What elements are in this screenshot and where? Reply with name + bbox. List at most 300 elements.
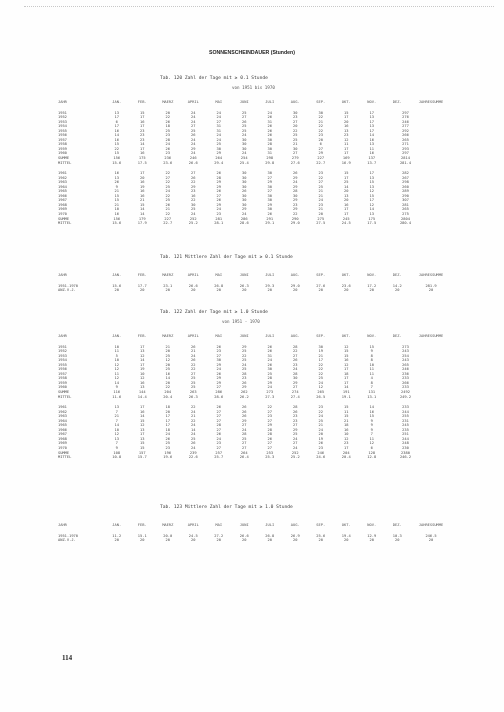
table-cell: 28 bbox=[293, 344, 298, 349]
table-cell: 30 bbox=[242, 193, 247, 198]
table-cell: 30 bbox=[318, 344, 323, 349]
table-cell: MAERZ bbox=[162, 100, 174, 104]
table-cell: 13 bbox=[140, 436, 145, 441]
table-cell: 236 bbox=[402, 371, 409, 376]
table-cell: 24 bbox=[191, 110, 196, 115]
table-cell: 11 bbox=[369, 367, 374, 372]
table-cell: 13 bbox=[140, 349, 145, 354]
table-cell: 26.2 bbox=[239, 394, 249, 399]
table-cell: 30 bbox=[191, 202, 196, 207]
table-cell: 20 bbox=[191, 288, 196, 293]
table-cell: 15 bbox=[140, 202, 145, 207]
table-cell: 11 bbox=[344, 142, 349, 147]
table-cell: 13.1 bbox=[367, 394, 377, 399]
table-cell: 30 bbox=[242, 137, 247, 142]
table-cell: 26 bbox=[318, 441, 323, 446]
table-cell: 19.4 bbox=[341, 533, 351, 538]
table-cell: 27 bbox=[242, 423, 247, 428]
table-cell: 31 bbox=[216, 124, 221, 129]
table-cell: DEZ. bbox=[392, 523, 402, 527]
row-label-cell: ANZ.V.J. bbox=[58, 288, 76, 293]
table-cell: 24 bbox=[191, 423, 196, 428]
table-cell: 297 bbox=[402, 110, 409, 115]
table-cell: 12 bbox=[140, 423, 145, 428]
table-cell: 26 bbox=[242, 405, 247, 410]
table-cell: 24 bbox=[191, 353, 196, 358]
table-cell: 24 bbox=[293, 367, 298, 372]
table-cell: 31 bbox=[216, 128, 221, 133]
table-cell: 246 bbox=[189, 156, 197, 161]
table-cell: 13 bbox=[369, 184, 374, 189]
table-cell: 6 bbox=[319, 142, 322, 147]
table-cell: 31 bbox=[267, 119, 272, 124]
table-cell: 26 bbox=[114, 180, 119, 185]
row-label-cell: 1952 bbox=[58, 349, 67, 354]
table-cell: 26 bbox=[267, 349, 272, 354]
row-label-cell: 1958 bbox=[58, 142, 67, 147]
table-cell: 24 bbox=[293, 446, 298, 451]
table-cell: 20 bbox=[165, 110, 170, 115]
table-cell: 26 bbox=[267, 128, 272, 133]
table-cell: 17 bbox=[344, 115, 349, 120]
table-cell: 22.6 bbox=[188, 455, 198, 460]
table-cell: 22 bbox=[191, 405, 196, 410]
table-cell: 23 bbox=[140, 128, 145, 133]
table-cell: 12 bbox=[114, 432, 119, 437]
row-label-cell: 1961 bbox=[58, 405, 67, 410]
table-cell: 13 bbox=[369, 175, 374, 180]
table-cell: 281.4 bbox=[399, 160, 412, 165]
table-cell: NOV. bbox=[367, 100, 377, 104]
table-cell: 12 bbox=[344, 137, 349, 142]
row-label-cell: 1966 bbox=[58, 193, 67, 198]
table-cell: 25 bbox=[191, 436, 196, 441]
table-cell: 30 bbox=[267, 198, 272, 203]
table-cell: 13 bbox=[344, 128, 349, 133]
table-cell: 26 bbox=[165, 146, 170, 151]
table-cell: 12.9 bbox=[367, 533, 377, 538]
table-cell: 29 bbox=[293, 184, 298, 189]
table-cell: 14 bbox=[369, 405, 374, 410]
table-cell: 24 bbox=[216, 133, 221, 138]
table-cell: MAI bbox=[215, 273, 223, 277]
row-label-cell: 1955 bbox=[58, 128, 67, 133]
table-cell: 16 bbox=[140, 119, 145, 124]
table-cell: 9 bbox=[115, 385, 118, 390]
table-cell: 26.6 bbox=[188, 160, 198, 165]
table-cell: 14 bbox=[191, 427, 196, 432]
page-heading: SONNENSCHEINDAUER (Stunden) bbox=[209, 50, 295, 56]
table-cell: 29 bbox=[216, 202, 221, 207]
table-cell: 156 bbox=[113, 156, 121, 161]
table-cell: 246 bbox=[402, 119, 409, 124]
table-cell: 22 bbox=[318, 128, 323, 133]
table-cell: 20 bbox=[428, 288, 434, 293]
table-cell: 27 bbox=[216, 385, 221, 390]
tab120-table bbox=[56, 100, 476, 226]
table-cell: 14 bbox=[114, 380, 119, 385]
table-cell: 28 bbox=[242, 371, 247, 376]
table-cell: 22 bbox=[191, 180, 196, 185]
table-cell: 22 bbox=[318, 175, 323, 180]
table-cell: 20 bbox=[165, 288, 170, 293]
table-cell: 15 bbox=[344, 353, 349, 358]
table-cell: 27 bbox=[318, 180, 323, 185]
table-cell: 22 bbox=[165, 193, 170, 198]
table-cell: 14 bbox=[140, 142, 145, 147]
table-cell: 27 bbox=[242, 115, 247, 120]
table-cell: 26 bbox=[216, 189, 221, 194]
table-cell: 15 bbox=[369, 193, 374, 198]
table-cell: 23 bbox=[318, 405, 323, 410]
row-label-cell: 1960 bbox=[58, 385, 67, 390]
table-cell: 13 bbox=[369, 124, 374, 129]
table-cell: 25.3 bbox=[265, 455, 275, 460]
table-cell: 27 bbox=[293, 385, 298, 390]
table-cell: 30 bbox=[293, 376, 298, 381]
table-cell: SEP. bbox=[316, 523, 326, 527]
table-cell: 246 bbox=[402, 367, 409, 372]
table-cell: 264 bbox=[215, 156, 223, 161]
table-cell: 29.4 bbox=[214, 160, 224, 165]
table-cell: 281 bbox=[215, 216, 223, 221]
table-cell: 26 bbox=[267, 362, 272, 367]
table-cell: 9 bbox=[370, 423, 373, 428]
table-cell: 24 bbox=[267, 358, 272, 363]
table-cell: 21 bbox=[318, 353, 323, 358]
table-cell: 23 bbox=[318, 202, 323, 207]
table-cell: 20 bbox=[140, 288, 145, 293]
row-label-cell: JAHR bbox=[58, 273, 67, 277]
table-cell: 23 bbox=[267, 414, 272, 419]
table-cell: 275 bbox=[317, 216, 325, 221]
table-cell: 22 bbox=[191, 362, 196, 367]
table-cell: 17 bbox=[344, 446, 349, 451]
table-cell: 20 bbox=[165, 409, 170, 414]
row-label-cell: 1953 bbox=[58, 353, 67, 358]
table-cell: 27 bbox=[216, 418, 221, 423]
table-cell: 13 bbox=[369, 212, 374, 217]
table-cell: 25 bbox=[165, 128, 170, 133]
table-cell: 144 bbox=[138, 390, 146, 395]
table-cell: 271 bbox=[402, 142, 409, 147]
table-cell: 20 bbox=[165, 362, 170, 367]
tab123-title: Tab. 123 Mittlere Zahl der Tage mit ≥ 1.0 Stunde bbox=[160, 505, 293, 510]
table-cell: 25 bbox=[165, 353, 170, 358]
table-cell: SEP. bbox=[316, 273, 326, 277]
table-cell: 280.4 bbox=[399, 221, 412, 226]
tab120-subtitle: von 1951 bis 1970 bbox=[232, 85, 275, 90]
table-cell: 14 bbox=[140, 212, 145, 217]
table-cell: 236 bbox=[164, 156, 172, 161]
table-cell: 23 bbox=[293, 115, 298, 120]
table-cell: SEP. bbox=[316, 100, 326, 104]
table-cell: APRIL bbox=[187, 334, 199, 338]
table-cell: 16 bbox=[369, 137, 374, 142]
row-label-cell: JAHR bbox=[58, 100, 67, 104]
table-cell: 30 bbox=[216, 358, 221, 363]
table-cell: 2804 bbox=[401, 216, 410, 221]
tab123-table bbox=[56, 523, 476, 543]
table-cell: 20 bbox=[293, 124, 298, 129]
table-cell: 252 bbox=[291, 450, 299, 455]
table-cell: 252 bbox=[189, 216, 197, 221]
table-cell: 25 bbox=[242, 124, 247, 129]
table-cell: FEB. bbox=[137, 273, 147, 277]
table-cell: 2814 bbox=[401, 156, 410, 161]
table-cell: 16 bbox=[140, 380, 145, 385]
table-cell: 26 bbox=[216, 171, 221, 176]
table-cell: 23 bbox=[293, 418, 298, 423]
table-cell: 22 bbox=[165, 212, 170, 217]
table-cell: 298 bbox=[266, 156, 274, 161]
table-cell: 30 bbox=[293, 146, 298, 151]
table-header-row bbox=[56, 273, 476, 278]
table-cell: 22 bbox=[318, 409, 323, 414]
table-cell: 279 bbox=[291, 156, 299, 161]
table-cell: 246 bbox=[317, 450, 325, 455]
table-cell: 25.6 bbox=[316, 533, 326, 538]
tab122-title: Tab. 122 Zahl der Tage mit ≥ 1.0 Stunde bbox=[160, 310, 268, 315]
table-cell: 17 bbox=[344, 367, 349, 372]
table-cell: 25 bbox=[191, 376, 196, 381]
table-cell: 26 bbox=[216, 432, 221, 437]
table-cell: 16 bbox=[140, 193, 145, 198]
table-cell: 20 bbox=[293, 288, 298, 293]
table-cell: 16 bbox=[344, 427, 349, 432]
table-cell: 27.2 bbox=[214, 533, 224, 538]
table-cell: 28 bbox=[242, 432, 247, 437]
table-cell: 15 bbox=[344, 349, 349, 354]
table-cell: 14.2 bbox=[392, 283, 402, 288]
table-cell: 22 bbox=[267, 405, 272, 410]
table-cell: 14.4 bbox=[137, 394, 147, 399]
table-cell: 20 bbox=[140, 538, 145, 543]
table-cell: 19 bbox=[318, 436, 323, 441]
table-cell: 24 bbox=[216, 110, 221, 115]
table-cell: 19 bbox=[140, 184, 145, 189]
table-cell: 20.0 bbox=[163, 533, 173, 538]
row-label-cell: MITTEL bbox=[58, 221, 72, 226]
table-cell: 28.1 bbox=[214, 221, 224, 226]
top-divider bbox=[24, 6, 494, 7]
table-cell: 27 bbox=[293, 119, 298, 124]
table-cell: 27 bbox=[216, 414, 221, 419]
table-cell: 128 bbox=[368, 450, 376, 455]
table-cell: 156 bbox=[113, 216, 121, 221]
table-cell: MAI bbox=[215, 334, 223, 338]
table-cell: 20 bbox=[344, 288, 349, 293]
table-cell: 14 bbox=[369, 207, 374, 212]
table-cell: 29 bbox=[242, 344, 247, 349]
table-cell: 273 bbox=[402, 344, 409, 349]
table-cell: 21 bbox=[114, 189, 119, 194]
table-cell: JAHRESSUMME bbox=[418, 523, 444, 527]
table-cell: 29 bbox=[242, 207, 247, 212]
table-cell: 31 bbox=[267, 151, 272, 156]
table-cell: 6 bbox=[370, 446, 373, 451]
table-cell: 23 bbox=[140, 137, 145, 142]
table-cell: 275 bbox=[402, 212, 409, 217]
table-cell: 30 bbox=[267, 193, 272, 198]
row-label-cell: 1967 bbox=[58, 198, 67, 203]
table-cell: 116 bbox=[113, 390, 121, 395]
table-cell: 14 bbox=[114, 423, 119, 428]
table-cell: 15 bbox=[140, 446, 145, 451]
table-cell: 16 bbox=[344, 202, 349, 207]
table-cell: NOV. bbox=[367, 523, 377, 527]
table-cell: 12 bbox=[369, 441, 374, 446]
table-cell: 28 bbox=[293, 189, 298, 194]
row-label-cell: 1970 bbox=[58, 446, 67, 451]
row-label-cell: 1957 bbox=[58, 371, 67, 376]
table-cell: 13 bbox=[114, 110, 119, 115]
table-cell: 11 bbox=[114, 349, 119, 354]
row-label-cell: 1957 bbox=[58, 137, 67, 142]
table-cell: 23 bbox=[318, 171, 323, 176]
table-cell: NOV. bbox=[367, 334, 377, 338]
row-label-cell: 1960 bbox=[58, 151, 67, 156]
table-cell: 25 bbox=[318, 418, 323, 423]
table-cell: 15 bbox=[344, 414, 349, 419]
table-cell: 20 bbox=[242, 288, 247, 293]
row-label-cell: 1963 bbox=[58, 414, 67, 419]
table-cell: 16 bbox=[140, 189, 145, 194]
table-cell: 24 bbox=[191, 142, 196, 147]
table-cell: 12 bbox=[369, 202, 374, 207]
table-cell: 29 bbox=[293, 175, 298, 180]
table-cell: 245 bbox=[342, 216, 350, 221]
table-cell: 15.6 bbox=[112, 221, 122, 226]
table-cell: 24 bbox=[242, 362, 247, 367]
table-cell: 17 bbox=[140, 171, 145, 176]
row-label-cell: JAHR bbox=[58, 334, 67, 338]
table-cell: 24 bbox=[242, 151, 247, 156]
table-cell: 17 bbox=[140, 124, 145, 129]
table-cell: 24 bbox=[191, 409, 196, 414]
table-cell: 243 bbox=[402, 349, 409, 354]
table-cell: 29 bbox=[242, 418, 247, 423]
table-cell: 24 bbox=[267, 385, 272, 390]
table-cell: 26 bbox=[242, 380, 247, 385]
table-cell: 254 bbox=[402, 353, 409, 358]
table-cell: 27 bbox=[293, 151, 298, 156]
table-cell: 23 bbox=[165, 446, 170, 451]
table-cell: 20 bbox=[344, 538, 349, 543]
table-cell: 244 bbox=[402, 436, 409, 441]
table-cell: 265 bbox=[402, 137, 409, 142]
table-cell: 25 bbox=[344, 180, 349, 185]
table-row bbox=[56, 455, 476, 460]
table-cell: 23.6 bbox=[341, 283, 351, 288]
table-cell: 24 bbox=[191, 212, 196, 217]
table-cell: 267 bbox=[402, 175, 409, 180]
table-cell: DEZ. bbox=[392, 334, 402, 338]
table-cell: 12 bbox=[369, 189, 374, 194]
table-cell: 9 bbox=[115, 446, 118, 451]
table-cell: 23 bbox=[318, 133, 323, 138]
table-cell: 29 bbox=[191, 146, 196, 151]
table-cell: 25 bbox=[165, 441, 170, 446]
table-cell: 227 bbox=[317, 156, 325, 161]
table-cell: 13 bbox=[140, 427, 145, 432]
table-cell: 26.5 bbox=[316, 394, 326, 399]
table-cell: 15 bbox=[369, 344, 374, 349]
table-cell: 20 bbox=[293, 538, 298, 543]
table-cell: 15 bbox=[140, 110, 145, 115]
table-cell: JULI bbox=[265, 273, 275, 277]
table-cell: 28 bbox=[267, 142, 272, 147]
table-cell: OKT. bbox=[341, 523, 351, 527]
table-cell: 30 bbox=[242, 180, 247, 185]
table-cell: 19.1 bbox=[341, 394, 351, 399]
row-label-cell: 1951 bbox=[58, 110, 67, 115]
table-cell: 27.4 bbox=[290, 394, 300, 399]
table-cell: 13 bbox=[114, 175, 119, 180]
table-cell: 16 bbox=[140, 180, 145, 185]
table-cell: 7 bbox=[115, 441, 118, 446]
table-cell: 286 bbox=[215, 390, 223, 395]
table-cell: 15 bbox=[114, 151, 119, 156]
table-cell: 23 bbox=[216, 212, 221, 217]
table-cell: 27.6 bbox=[290, 160, 300, 165]
table-cell: 251 bbox=[402, 432, 409, 437]
row-label-cell: 1961 bbox=[58, 171, 67, 176]
table-cell: 30 bbox=[242, 175, 247, 180]
table-cell: 25 bbox=[242, 367, 247, 372]
table-cell: 204 bbox=[164, 390, 172, 395]
row-label-cell: 1956 bbox=[58, 367, 67, 372]
table-cell: 19 bbox=[318, 349, 323, 354]
table-cell: 17 bbox=[344, 207, 349, 212]
table-cell: 2380 bbox=[401, 450, 410, 455]
table-cell: 22 bbox=[165, 171, 170, 176]
table-cell: 24 bbox=[165, 432, 170, 437]
table-cell: 29.0 bbox=[290, 221, 300, 226]
table-cell: 17 bbox=[344, 175, 349, 180]
table-cell: 27 bbox=[318, 146, 323, 151]
table-cell: 22 bbox=[318, 115, 323, 120]
table-cell: 22 bbox=[191, 367, 196, 372]
table-cell: 260 bbox=[402, 184, 409, 189]
table-cell: 24 bbox=[242, 427, 247, 432]
table-cell: 27.5 bbox=[316, 221, 326, 226]
table-cell: MAERZ bbox=[162, 523, 174, 527]
table-cell: 15 bbox=[114, 198, 119, 203]
table-cell: 29 bbox=[293, 207, 298, 212]
table-cell: 25 bbox=[165, 367, 170, 372]
table-cell: FEB. bbox=[137, 100, 147, 104]
table-cell: 27 bbox=[216, 427, 221, 432]
table-cell: 23 bbox=[344, 441, 349, 446]
table-cell: 293 bbox=[402, 146, 409, 151]
table-cell: 26.6 bbox=[239, 533, 249, 538]
table-cell: 20 bbox=[114, 288, 119, 293]
table-cell: 265 bbox=[402, 362, 409, 367]
table-cell: 15 bbox=[344, 405, 349, 410]
table-cell: 8 bbox=[370, 380, 373, 385]
table-cell: 24 bbox=[216, 137, 221, 142]
table-cell: 29 bbox=[216, 151, 221, 156]
table-cell: FEB. bbox=[137, 523, 147, 527]
table-cell: 22 bbox=[293, 128, 298, 133]
table-cell: 29 bbox=[216, 380, 221, 385]
row-label-cell: JAHR bbox=[58, 523, 67, 527]
table-cell: 8 bbox=[370, 358, 373, 363]
table-cell: 31 bbox=[267, 353, 272, 358]
table-cell: JAN. bbox=[112, 273, 122, 277]
table-cell: 16 bbox=[114, 171, 119, 176]
